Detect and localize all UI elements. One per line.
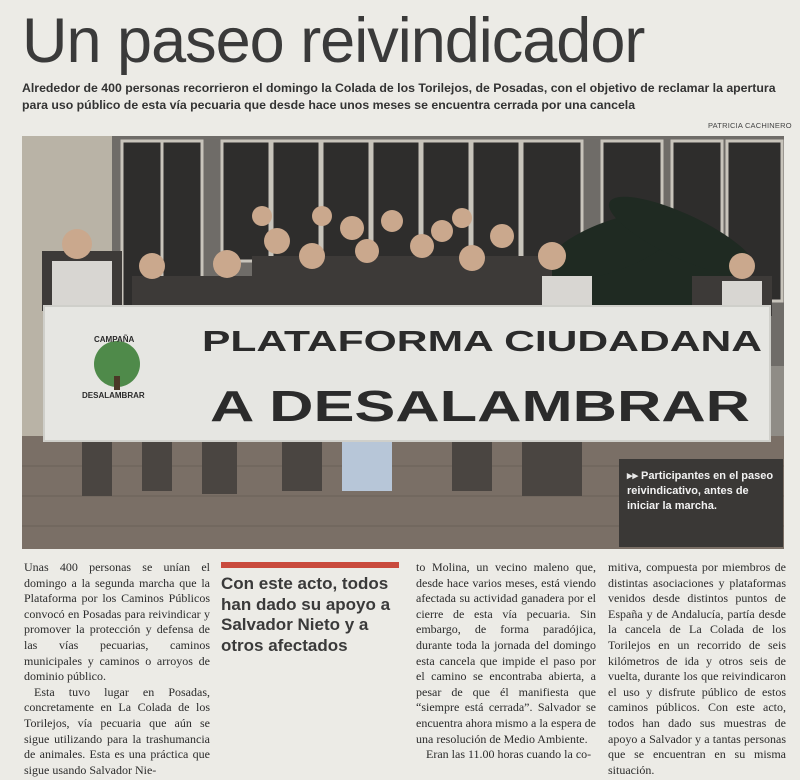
article-headline: Un paseo reivindicador xyxy=(22,6,645,76)
caption-text: Participantes en el paseo reivindicativo, antes de iniciar la marcha. xyxy=(627,470,774,512)
banner-line-1: PLATAFORMA CIUDADANA xyxy=(202,326,763,358)
article-lead: Alrededor de 400 personas recorrieron el domingo la Colada de los Torilejos, de Posadas, con el objetivo de reclamar la apertura para uso público de esta vía pecuaria que desde hace unos meses se encuentra cerrada por una cancela xyxy=(22,81,776,112)
banner-line-2: A DESALAMBRAR xyxy=(210,382,750,431)
article-column-1 xyxy=(24,560,210,778)
body-paragraph: mitiva, compuesta por miembros de distintas asociaciones y plataformas venidos desde distintos puntos de España y de Andalucía, partía desde la cancela de La Colada de los Torilejos en un recorrido de seis kilómetros de ida y otros seis de vuelta, durante los que reivindicaron el uso y disfrute público de estos caminos públicos. Con este acto, todos han dado sus muestras de apoyo a Salvador y a tantas personas que se encuentran en su misma situación. xyxy=(608,560,786,777)
logo-top-text: CAMPAÑA xyxy=(94,335,135,344)
photo-caption xyxy=(619,459,783,547)
pull-quote-rule xyxy=(221,562,399,568)
caption-arrows-icon: ▸▸ xyxy=(627,470,639,482)
body-paragraph: to Molina, un vecino maleno que, desde hace varios meses, está viendo afectada su actividad ganadera por el cierre de esta vía pecuaria. Sin embargo, de forma paradójica, durante toda la jornada del domingo esta cancela que impide el paso por el camino se encontraba abierta, a pesar de que él manifiesta que “siempre está cerrada”. Salvador se encuentra ahora mismo a la espera de una resolución de Medio Ambiente. xyxy=(416,560,596,746)
pull-quote-text: Con este acto, todos han dado su apoyo a Salvador Nieto y a otros afectados xyxy=(221,574,391,655)
photo-credit: PATRICIA CACHINERO xyxy=(708,121,792,130)
article-column-3 xyxy=(416,560,596,763)
body-paragraph: Unas 400 personas se unían el domingo a la segunda marcha que la Plataforma por los Caminos Públicos convocó en Posadas para reivindicar y promover la protección y defensa de las vías pecuarias, caminos municipales y caminos o arroyos de dominio público. xyxy=(24,560,210,684)
logo-bottom-text: DESALAMBRAR xyxy=(82,391,145,400)
body-paragraph: Esta tuvo lugar en Posadas, concretamente en La Colada de los Torilejos, vía pecuaria que aún se sigue utilizando para la trashumancia de animales. Esta es una práctica que sigue usando Salvador Nie- xyxy=(24,684,210,777)
body-paragraph: Eran las 11.00 horas cuando la co- xyxy=(426,747,592,762)
pull-quote xyxy=(221,562,399,656)
article-column-4 xyxy=(608,560,786,778)
